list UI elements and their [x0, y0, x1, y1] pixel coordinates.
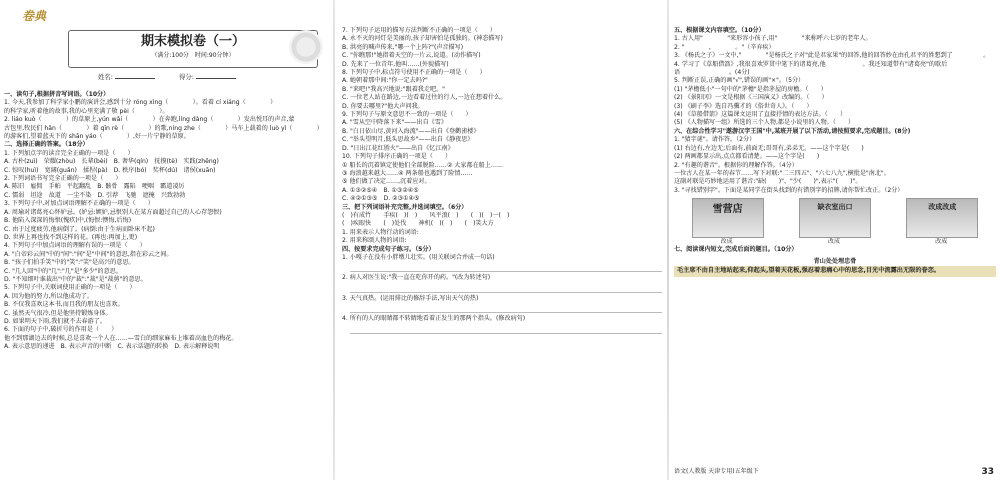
option-line: D. 世界上再也找不到这样的花。(再也:再加上,更) — [4, 233, 138, 241]
exam-title: 期末模拟卷（一） — [140, 34, 245, 49]
name-blank[interactable] — [115, 78, 155, 79]
judge-line: (5) 《人物描写一组》所选的三个人物,都是小说里的人物。（ ） — [674, 119, 855, 127]
option-line: A. 古朴(zuì) 荣耀(zhòu) 长辈(bèi) B. 奢华(qín) 抚摸(tè) 实践(zhēng) — [4, 158, 219, 166]
option-line: A. "白帝彩云间"中的"间":"间"是"中间"的意思,指在彩云之间。 — [4, 250, 173, 258]
question-line: 5. 下列句子中,关联词使用正确的一项是（ ） — [4, 284, 136, 292]
signboard-2 — [799, 198, 871, 246]
signboard-photo: 缺衣室出口 — [799, 198, 871, 238]
section-heading: 六、在综合性学习"遨游汉字王国"中,某班开展了以下活动,请按照要求,完成题目。(8分) — [674, 127, 911, 135]
exam-subtitle: （满分:100分 时间:90分钟） — [151, 51, 235, 59]
answer-line[interactable] — [350, 263, 662, 272]
question-line: 4. 学习了《草船借箭》,我很喜欢罗贯中笔下的诸葛亮,他 。我还知道带有"诸葛亮"的歇后语 。(4分) — [674, 60, 948, 77]
score-blank[interactable] — [196, 78, 236, 79]
option-line: C. 由于过度疲劳,他病倒了。(病倒:由于生病而卧床不起) — [4, 225, 155, 233]
footer-book-label: 语文(人教版 天津专用)五年级下 — [674, 467, 759, 475]
option-line: A. ①③②⑤④ B. ①③②④⑤ — [342, 186, 419, 194]
right-column — [670, 0, 1000, 480]
question-line: 古包里,牧民们 hǎn（ ）着 qīn rè（ ）的歌,níng zhe（ ）马车上载着的 luò yì（ ） — [4, 124, 323, 132]
question-line: 1. 今天,我参加了科学家小鹏的演讲会,感到十分 róng xìng（ ）。看着 cí xiáng（ ） — [4, 99, 277, 107]
question-line: 这副对联是巧妙地运用了谐音:"缺( )"、"少( )",表示"( )"。 — [674, 178, 862, 186]
question-line: 6. 下面的句子中,破折号的作用是（ ） — [4, 326, 118, 334]
option-line: C. 一位老人站在路边,一边看着过往的行人,一边在想着什么。 — [342, 94, 507, 102]
option-line: C. 惊叹(huì) 宽阔(guǎn) 揉捏(pà) D. 秩序(bó) 奖杯(dú) 诸侯(xuān) — [4, 166, 216, 174]
option-line: D. 你要去哪里?"他大声问我。 — [342, 102, 424, 110]
correction-label[interactable]: 改成 — [827, 238, 840, 246]
page-number: 33 — [981, 466, 994, 477]
option-line: A. 陈旧 雇佣 手帕 平起翻乱 B. 骸骨 露陷 哽咽 霸道凌厉 — [4, 183, 185, 191]
option-line: C. "几人回"中的"几":"几"是"多少"的意思。 — [4, 267, 122, 275]
score-label: 得分: — [179, 73, 194, 81]
question-line: 一位古人在某一年的春节……写下对联:"二三四五"、"六七八九",横批是"南北"。 — [674, 169, 890, 177]
option-line: A. 她朝着那中间:"你一定去吗?" — [342, 77, 428, 85]
option-line: D. "日出江花红胜火"——出自《忆江南》 — [342, 144, 454, 152]
option-line: B. 他陷入深深的悔恨(愧疚)中,(悔恨:懊悔,后悔) — [4, 217, 132, 225]
question-line: 2. liáo kuò（ ）的草原上,yún wǎi（ ）在奔跑,líng dàng（ ）发出悦耳的声音,蒙 — [4, 116, 295, 124]
option-line: A. 永不灭的河灯是美丽的,孩子却害怕是孤独的。(神态描写) — [342, 35, 503, 43]
question-line: 3. 《杨氏之子》一文中," "是杨氏之子对"此是君家果"的回答,他的回答妙在由孔君平的姓想到了 。 — [674, 52, 990, 60]
section-heading: 三、把下列词语补充完整,并选词填空。（6分） — [342, 203, 468, 211]
question-line: 10. 下列句子排序正确的一项是（ ） — [342, 153, 452, 161]
question-line: 3. 天气真热。(运用排比的修辞手法,写出天气的热) — [342, 294, 479, 302]
question-line: 4. 下列句子中加点词语的理解有误的一项是（ ） — [4, 242, 146, 250]
signboard-3 — [906, 198, 978, 246]
answer-line[interactable] — [350, 325, 662, 334]
question-line: 1. 小嘎子在没有小胖墩儿壮实。(用关联词合并成一句话) — [342, 253, 495, 261]
option-line: D. "不知细叶谁裁出"中的"裁":"裁"是"裁剪"的意思。 — [4, 275, 147, 283]
column-divider — [667, 0, 669, 480]
decorative-swirl-icon — [289, 30, 323, 64]
question-line: 1. "猜字谜"。请作答。（2分） — [674, 136, 756, 144]
section-heading: 七、阅读课内短文,完成后面的题目。（10分） — [674, 246, 798, 254]
option-line: ① 船长的沉着镇定使他们全部脱险……② 大家都在船上…… — [342, 161, 504, 169]
question-line: 2. " , 。"（辛弃疾） — [674, 43, 775, 51]
question-line: 5. 判断正误,正确的画"√",错误的画"×"。（5分） — [674, 77, 805, 85]
question-line: 1. 用来表示人物行动的词语: — [342, 228, 419, 236]
name-score-row — [98, 73, 258, 82]
option-line: ③ 海浪越来越大……④ 两条船也遇到了险情…… — [342, 169, 473, 177]
signboard-photo: 雪营店 — [692, 198, 764, 238]
judge-line: (3) 《刷子李》选自冯骥才的《俗世奇人》。（ ） — [674, 102, 813, 110]
section-heading: 五、根据课文内容填空。（10分） — [674, 27, 765, 34]
option-line: C. "你瞧那!"她指着天空的一片云,说道。(动作描写) — [342, 52, 481, 60]
signboard-1 — [692, 198, 764, 246]
question-line: 的科学家,听着他的故事,我的心里充满了敬 pèi（ ）。 — [4, 107, 169, 115]
passage-text: 毛主席不由自主地站起来,仰起头,望着天花板,强忍着悲痛心中的思念,目光中流露出无限的眷恋。 — [674, 266, 996, 277]
signboard-photos — [674, 198, 996, 246]
option-line: B. "孩子们拍手笑"中的"笑":"笑"是高兴的意思。 — [4, 259, 135, 267]
question-line: 1. 下列加点字的读音完全正确的一项是（ ） — [4, 149, 134, 157]
question-line: 他不到那湖边去的时候,总是喜欢一个人在……—雪白的细家麻布上堆着高血色的梅花。 — [4, 334, 238, 342]
question-line: 2. 用来称颂人物的词语: — [342, 237, 407, 245]
correction-label[interactable]: 改成 — [720, 238, 733, 246]
name-label: 姓名: — [98, 73, 113, 81]
option-line: C. 虽然天气很冷,但是他坚持锻炼身体。 — [4, 309, 112, 317]
col2-questions — [342, 27, 662, 336]
option-line: A. "雪从空中降落下来"——出自《雪》 — [342, 119, 447, 127]
exam-title-box — [68, 30, 318, 68]
option-line: A. 周瑜对诸葛亮心怀妒忌。(妒忌:嫉妒,忌恨别人在某方面超过自己的人心存怨恨) — [4, 208, 222, 216]
question-line: 2. 下列词语书写完全正确的一项是（ ） — [4, 175, 122, 183]
question-line: 9. 下列句子与原文意思不一致的一项是（ ） — [342, 111, 472, 119]
option-line: B. 洪亮的喊声传来,"哪一个上阵?"(声音描写) — [342, 43, 464, 51]
question-line: 3. "寻找错别字"。下面是某同学在街头找到的有错别字的招牌,请你帮忙改正。（2分） — [674, 186, 904, 194]
question-line: 8. 下列句子中,标点符号使用不正确的一项是（ ） — [342, 69, 486, 77]
question-line: (2) 两画都显示出,点点都看清楚。——这个字是( ) — [674, 153, 820, 161]
signboard-photo: 改成改成 — [906, 198, 978, 238]
question-line: 3. 下列句子中,对加点词语理解不正确的一项是（ ） — [4, 200, 154, 208]
option-line: B. 不仅我喜欢这本书,而且我的朋友也喜欢。 — [4, 301, 124, 309]
option-line: C. ④②①③⑤ D. ②③①④⑤ — [342, 195, 420, 203]
middle-column — [336, 0, 666, 480]
judge-line: (1) "茅檐低小"一句中的"茅檐"是指茅屋的房檐。（ ） — [674, 85, 827, 93]
passage-title: 青山处处埋忠骨 — [813, 257, 857, 265]
question-line: (1) 右边有,左边无;后面有,前面无;哥哥有,弟弟无。——这个字是( ) — [674, 144, 864, 152]
judge-line: (4) 《草船借箭》这篇课文运用了直接抒情的表达方法。（ ） — [674, 111, 847, 119]
question-line: 的游客们,望着蓝天下的 shān yáo（ ）,好一片宁静的草原。 — [4, 133, 190, 141]
col1-questions — [4, 91, 329, 352]
question-line: 1. 古人用" "来形容小孩子,用" "来称呼六七岁的老年人。 — [674, 35, 872, 43]
page-footer — [674, 466, 994, 478]
answer-line[interactable] — [350, 304, 662, 313]
question-line: 2. 病人对医生说:"我一直在吃你开的药。"(改为转述句) — [342, 274, 491, 282]
fill-line: ( )疾眼快 ( )处伐 神机( )( ) ( )笑大方 — [342, 220, 494, 228]
section-heading: 二、选择正确的答案。（18分） — [4, 141, 89, 149]
option-line: ⑤ 他们做了决定……,沉着应对。 — [342, 178, 431, 186]
question-line: 2. "有趣的谐音"。根据你的理解作答。（4分） — [674, 161, 798, 169]
option-line: B. "白日依山尽,黄河入海流"——出自《登鹳雀楼》 — [342, 127, 480, 135]
column-divider — [333, 0, 335, 480]
option-line: C. "举头望明月,低头思故乡"——出自《静夜思》 — [342, 136, 474, 144]
option-line: D. 先来了一位青年,他叫……(外貌描写) — [342, 60, 449, 68]
judge-line: (2) 《景阳冈》一文是根据《三国演义》改编的。（ ） — [674, 94, 828, 102]
section-heading: 一、读句子,根据拼音写词语。（10分） — [4, 91, 110, 98]
option-line: B. "来吧!"我高兴地说:"跟着我走吧。" — [342, 85, 445, 93]
answer-line[interactable] — [350, 284, 662, 293]
col3-questions — [674, 27, 996, 277]
question-line: 4. 所有的人的眼睛都不转睛地看着正发生的那两个指头。(修改病句) — [342, 315, 526, 323]
section-heading: 四、按要求完成句子练习。（5分） — [342, 245, 435, 253]
question-line: 7. 下列句子运用的描写方法判断不正确的一项是（ ） — [342, 27, 497, 34]
option-line: A. 因为他的努力,所以他成功了。 — [4, 292, 94, 300]
option-line: A. 表示意思的递进 B. 表示声音的中断 C. 表示话题的转换 D. 表示解释说明 — [4, 343, 220, 351]
left-column — [0, 0, 333, 480]
correction-label[interactable]: 改成 — [935, 238, 948, 246]
option-line: D. 如果明天下雨,我们就不去春游了。 — [4, 317, 106, 325]
option-line: C. 懦弱 坦途 故道 一尘不染 D. 引荐 飞驰 遮掩 兴致勃勃 — [4, 191, 186, 199]
brand-logo: 卷典 — [6, 4, 62, 28]
fill-line: ( )有成竹 手疾( )( ) 风平浪( ) ( )( )一( ) — [342, 211, 510, 219]
